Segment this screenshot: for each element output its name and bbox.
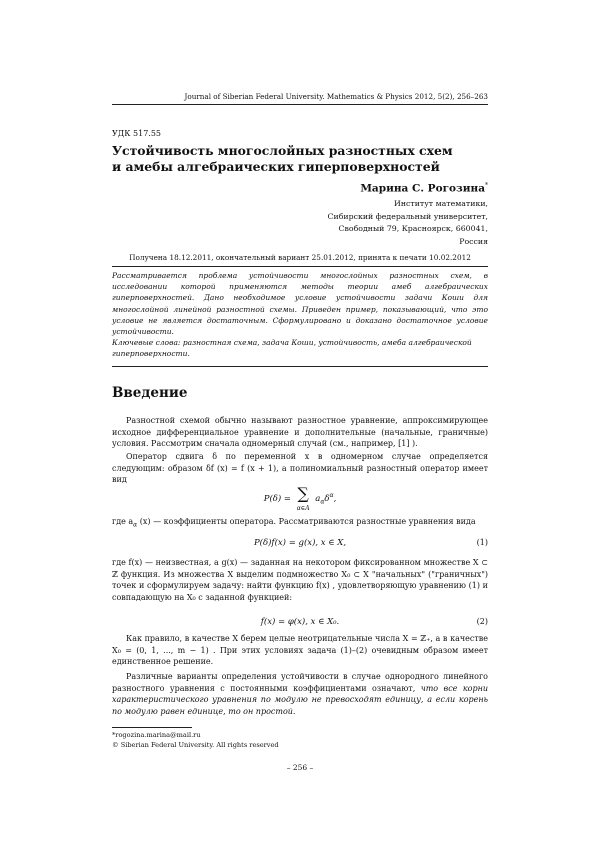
footnote-copyright: © Siberian Federal University. All rights reserved [112, 741, 279, 749]
affiliation [112, 198, 488, 248]
formula-operator-term: a [315, 494, 321, 504]
paragraph-5: Как правило, в качестве X берем целые неотрицательные числа X = ℤ₊, а в качестве X₀ = (0, 1, ..., m − 1) . При этих условиях задача (1)–(2) очевидным образом имеет единственное решение. [112, 634, 488, 667]
abstract-top-rule [112, 266, 488, 267]
equation-2-number: (2) [476, 617, 488, 626]
formula-operator-lhs: P(δ) = [263, 494, 292, 504]
footnote-email: *rogozina.marina@mail.ru [112, 731, 201, 739]
author-name: Марина С. Рогозина [360, 182, 485, 195]
paragraph-6-italic: что все корни характеристического уравнения по модулю не превосходят единицу, а если корень по модулю равен единице, то он простой. [112, 683, 488, 716]
affiliation-line-3: Свободный 79, Красноярск, 660041, [338, 224, 488, 233]
affiliation-line-4: Россия [459, 236, 488, 246]
page-number: – 256 – [286, 763, 314, 772]
paragraph-6-plain: Различные варианты определения устойчивости в случае однородного линейного разностного уравнения с постоянными коэффициентами означают, [112, 672, 488, 693]
author-footnote-mark: * [485, 182, 488, 189]
paragraph-1: Разностной схемой обычно называют разностное уравнение, аппроксимирующее исходное дифференциальное уравнение и дополнительные (начальные, граничные) условия. Рассмотрим сначала одномерный случай (см., например, [1] ). [112, 416, 488, 449]
formula-term-end: , [333, 494, 337, 504]
sum-symbol: ∑ α∈A [296, 484, 310, 512]
paragraph-3-sub: α [133, 521, 138, 529]
paragraph-6 [112, 671, 488, 717]
paragraph-2: Оператор сдвига δ по переменной x в одномерном случае определяется следующим: образом δf (x) = f (x + 1), а полиномиальный разностный оператор имеет вид [112, 452, 488, 485]
author [112, 182, 488, 195]
header-rule [112, 104, 488, 105]
formula-term-tail: δ [324, 494, 330, 504]
received-dates: Получена 18.12.2011, окончательный вариант 25.01.2012, принята к печати 10.02.2012 [129, 253, 471, 262]
abstract-bottom-rule [112, 366, 488, 367]
equation-1-number: (1) [476, 538, 488, 547]
equation-2: f(x) = φ(x), x ∈ X₀. [260, 617, 340, 627]
formula-term-sub: α [320, 498, 325, 506]
sum-index: α∈A [296, 505, 310, 512]
affiliation-line-2: Сибирский федеральный университет, [327, 211, 488, 221]
footnote-rule [112, 727, 192, 728]
paragraph-3-tail: (x) — коэффициенты оператора. Рассматриваются разностные уравнения вида [139, 517, 476, 526]
section-heading: Введение [112, 385, 188, 401]
title-line-1: Устойчивость многослойных разностных схем [112, 143, 453, 158]
journal-header: Journal of Siberian Federal University. Mathematics & Physics 2012, 5(2), 256–263 [184, 92, 488, 101]
paragraph-3 [112, 516, 488, 531]
equation-1: P(δ)f(x) = g(x), x ∈ X, [253, 538, 347, 548]
formula-operator [112, 484, 488, 513]
formula-term-sup: α [329, 492, 334, 500]
paper-title [112, 143, 488, 175]
udk-code: УДК 517.55 [112, 129, 162, 138]
keywords: Ключевые слова: разностная схема, задача Коши, устойчивость, амеба алгебраической гиперповерхности. [112, 338, 472, 359]
paragraph-3-start: где a [112, 517, 134, 526]
title-line-2: и амебы алгебраических гиперповерхностей [112, 159, 440, 174]
paragraph-4: где f(x) — неизвестная, а g(x) — заданная на некотором фиксированном множестве X ⊂ ℤ функция. Из множества X выделим подмножество X₀ ⊂ X "начальных" ("граничных") точек и сформулируем задачу: найти функцию f(x) , удовлетворяющую уравнению (1) и совпадающую на X₀ с заданной функцией: [112, 558, 488, 602]
affiliation-line-1: Институт математики, [394, 199, 488, 208]
abstract: Рассматривается проблема устойчивости многослойных разностных схем, в исследовании которой применяются методы теории амеб алгебраических гиперповерхностей. Дано необходимое условие устойчивости задачи Коши для многослойной линейной разностной схемы. Приведен пример, показывающий, что это условие не является достаточным. Сформулировано и доказано достаточное условие устойчивости. [112, 271, 488, 337]
